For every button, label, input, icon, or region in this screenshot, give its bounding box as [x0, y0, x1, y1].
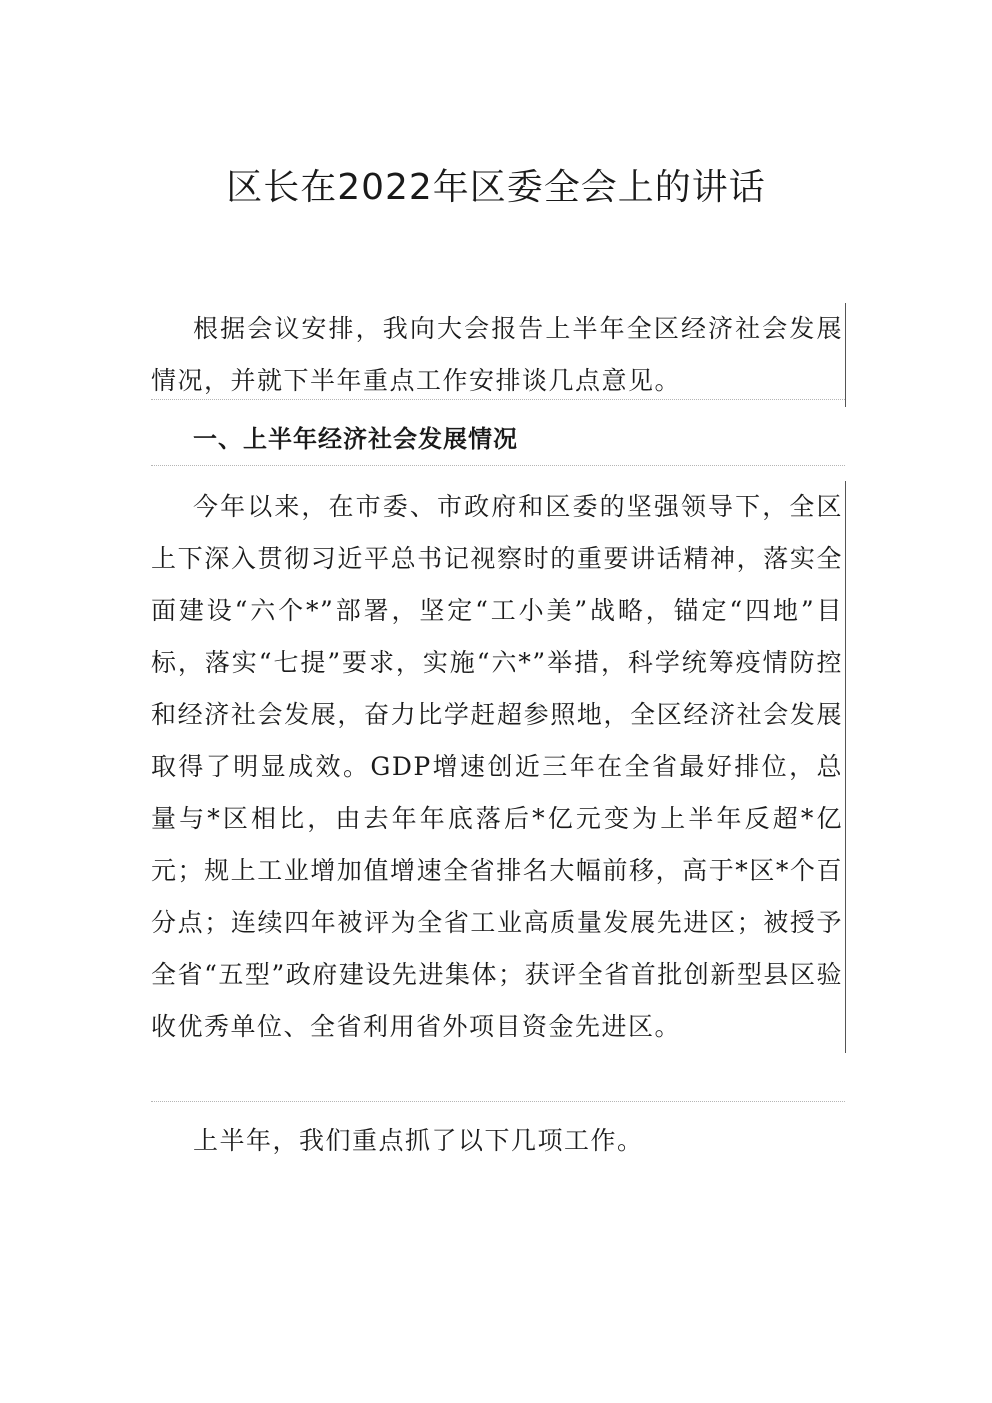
paragraph-divider	[151, 399, 845, 400]
document-title: 区长在2022年区委全会上的讲话	[226, 167, 766, 208]
body-paragraph: 今年以来，在市委、市政府和区委的坚强领导下，全区上下深入贯彻习近平总书记视察时的重要讲话精神，落实全面建设“六个*”部署，坚定“工小美”战略，锚定“四地”目标，落实“七提”要求，实施“六*”举措，科学统筹疫情防控和经济社会发展，奋力比学赶超参照地，全区经济社会发展取得了明显成效。GDP增速创近三年在全省最好排位，总量与*区相比，由去年年底落后*亿元变为上半年反超*亿元；规上工业增加值增速全省排名大幅前移，高于*区*个百分点；连续四年被评为全省工业高质量发展先进区；被授予全省“五型”政府建设先进集体；获评全省首批创新型县区验收优秀单位、全省利用省外项目资金先进区。	[151, 481, 846, 1053]
paragraph-divider	[151, 465, 845, 466]
section-heading: 一、上半年经济社会发展情况	[193, 425, 518, 453]
intro-paragraph: 根据会议安排，我向大会报告上半年全区经济社会发展情况，并就下半年重点工作安排谈几点意见。	[151, 303, 846, 407]
paragraph-divider	[151, 1101, 845, 1102]
closing-paragraph: 上半年，我们重点抓了以下几项工作。	[193, 1126, 644, 1155]
